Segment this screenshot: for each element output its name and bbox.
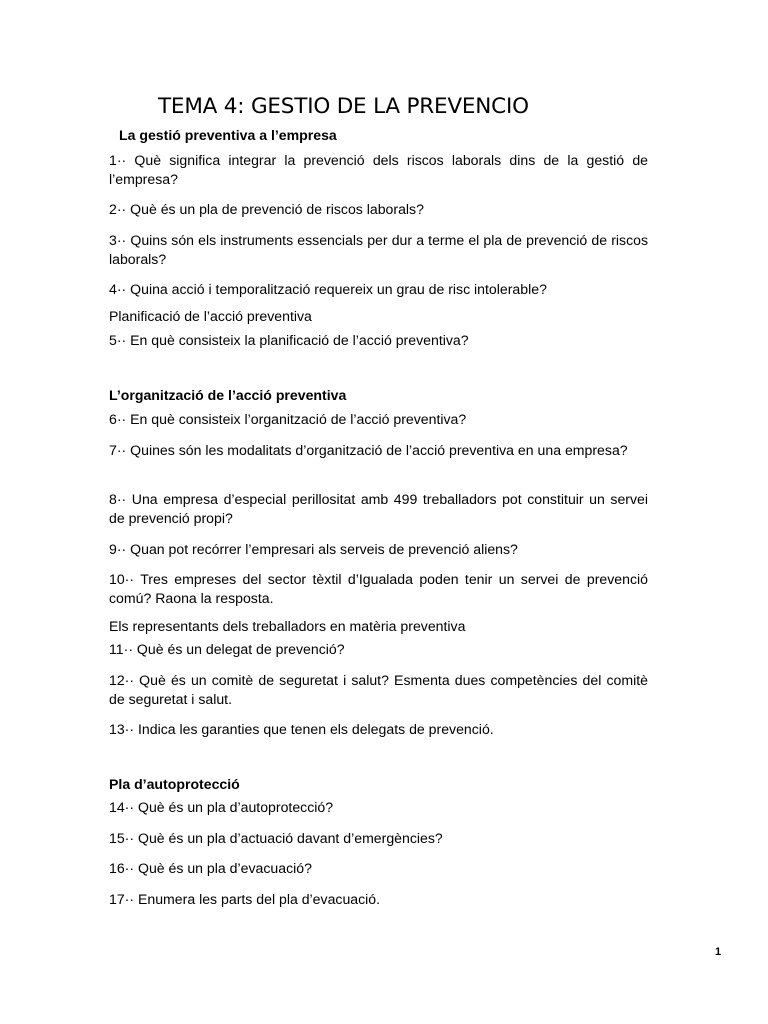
page-title: TEMA 4: GESTIO DE LA PREVENCIO — [158, 94, 529, 119]
question-1: 1·· Què significa integrar la prevenció dels riscos laborals dins de la gestió de l’empresa? — [109, 152, 648, 187]
question-3: 3·· Quins són els instruments essencials per dur a terme el pla de prevenció de riscos laborals? — [109, 232, 648, 267]
question-2: 2·· Què és un pla de prevenció de riscos laborals? — [109, 201, 424, 217]
question-12: 12·· Què és un comitè de seguretat i salut? Esmenta dues competències del comitè de seguretat i salut. — [109, 672, 648, 707]
section-heading-autoproteccio: Pla d’autoprotecció — [109, 776, 240, 792]
question-16: 16·· Què és un pla d’evacuació? — [109, 860, 312, 876]
subheading-representants: Els representants dels treballadors en matèria preventiva — [109, 618, 466, 634]
question-7: 7·· Quines són les modalitats d’organització de l’acció preventiva en una empresa? — [109, 442, 628, 458]
question-13: 13·· Indica les garanties que tenen els delegats de prevenció. — [109, 721, 494, 737]
section-heading-organitzacio: L’organització de l’acció preventiva — [109, 387, 347, 403]
question-6: 6·· En què consisteix l’organització de l’acció preventiva? — [109, 411, 467, 427]
question-17: 17·· Enumera les parts del pla d’evacuació. — [109, 891, 381, 907]
question-9: 9·· Quan pot recórrer l’empresari als serveis de prevenció aliens? — [109, 541, 518, 557]
question-5: 5·· En què consisteix la planificació de l’acció preventiva? — [109, 332, 469, 348]
question-10: 10·· Tres empreses del sector tèxtil d’Igualada poden tenir un servei de prevenció comú? Raona la resposta. — [109, 571, 648, 606]
question-8: 8·· Una empresa d’especial perillositat amb 499 treballadors pot constituir un servei de prevenció propi? — [109, 491, 648, 526]
question-4: 4·· Quina acció i temporalització requereix un grau de risc intolerable? — [109, 281, 547, 297]
page-number: 1 — [715, 946, 722, 958]
section-heading-gestio: La gestió preventiva a l’empresa — [119, 127, 337, 143]
subheading-planificacio: Planificació de l’acció preventiva — [109, 308, 312, 324]
question-14: 14·· Què és un pla d’autoprotecció? — [109, 799, 334, 815]
question-11: 11·· Què és un delegat de prevenció? — [109, 641, 345, 657]
question-15: 15·· Què és un pla d’actuació davant d’emergències? — [109, 830, 443, 846]
